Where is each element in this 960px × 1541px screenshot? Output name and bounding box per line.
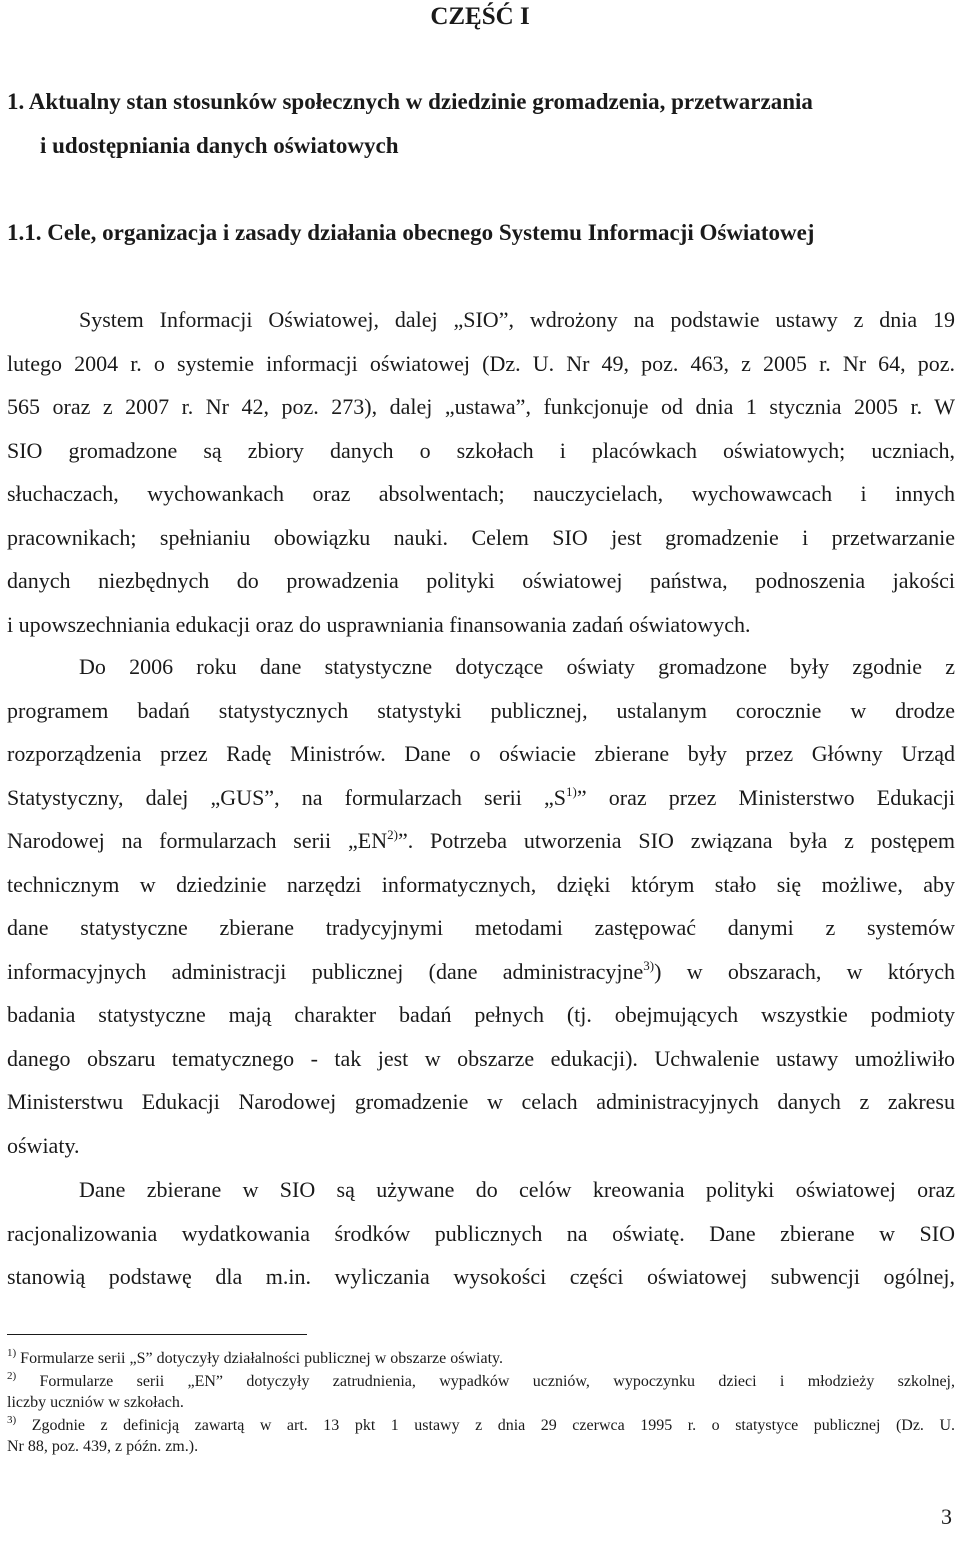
text-line: słuchaczach, wychowankach oraz absolwentach; nauczycielach, wychowawcach i innych xyxy=(7,481,955,506)
paragraph-1 xyxy=(7,298,955,646)
section-heading-1-1 xyxy=(7,211,957,255)
footnote-line xyxy=(7,1415,955,1436)
text-line: technicznym w dziedzinie narzędzi informatycznych, dzięki którym stało się możliwe, aby xyxy=(7,871,955,897)
text-line: racjonalizowania wydatkowania środków publicznych na oświatę. Dane zbierane w SIO xyxy=(7,1220,955,1246)
paragraph-2 xyxy=(7,645,955,1167)
footnotes xyxy=(7,1348,955,1459)
section-heading-1-1-title: 1.1. Cele, organizacja i zasady działania obecnego Systemu Informacji Oświatowej xyxy=(7,220,815,245)
footnote-marker: 2) xyxy=(7,1370,17,1382)
text-line xyxy=(7,776,955,820)
text-segment: Narodowej na formularzach serii „EN xyxy=(7,828,388,853)
text-line: Ministerstwu Edukacji Narodowej gromadzenie w celach administracyjnych danych z zakresu xyxy=(7,1089,955,1114)
text-segment: informacyjnych administracji publicznej (dane administracyjne xyxy=(7,958,644,984)
footnote-line: liczby uczniów w szkołach. xyxy=(7,1394,184,1411)
text-line: lutego 2004 r. o systemie informacji oświatowej (Dz. U. Nr 49, poz. 463, z 2005 r. Nr 64, poz. xyxy=(7,350,955,376)
footnote-text: Formularze serii „EN” dotyczyły zatrudnienia, wypadków uczniów, wypoczynku dzieci i młodzieży szkolnej, xyxy=(39,1373,955,1390)
text-line: rozporządzenia przez Radę Ministrów. Dane o oświacie zbierane były przez Główny Urząd xyxy=(7,741,955,766)
footnote-ref: 2) xyxy=(387,827,398,842)
footnote xyxy=(7,1348,955,1369)
section-heading-1-line: i udostępniania danych oświatowych xyxy=(40,133,399,158)
text-line: stanowią podstawę dla m.in. wyliczania wysokości części oświatowej subwencji ogólnej, xyxy=(7,1264,955,1289)
text-line: SIO gromadzone są zbiory danych o szkołach i placówkach oświatowych; uczniach, xyxy=(7,437,955,463)
page-number: 3 xyxy=(941,1504,952,1529)
text-line: danego obszaru tematycznego - tak jest w obszarze edukacji). Uchwalenie ustawy umożliwiło xyxy=(7,1045,955,1071)
text-line: Do 2006 roku dane statystyczne dotyczące oświaty gromadzone były zgodnie z xyxy=(79,654,955,679)
text-line: programem badań statystycznych statystyki publicznej, ustalanym corocznie w drodze xyxy=(7,697,955,723)
footnote-marker: 3) xyxy=(7,1414,17,1426)
text-segment: ”. Potrzeba utworzenia SIO związana była z postępem xyxy=(397,828,955,853)
text-line: dane statystyczne zbierane tradycyjnymi metodami zastępować danymi z systemów xyxy=(7,915,955,940)
part-title: CZĘŚĆ I xyxy=(430,3,530,30)
footnote-ref: 3) xyxy=(643,957,655,973)
footnote-line xyxy=(7,1348,955,1369)
paragraph-3 xyxy=(7,1168,955,1299)
footnote-line: Nr 88, poz. 439, z późn. zm.). xyxy=(7,1438,199,1455)
footnote-text: Formularze serii „S” dotyczyły działalności publicznej w obszarze oświaty. xyxy=(20,1350,503,1367)
text-line: i upowszechniania edukacji oraz do usprawniania finansowania zadań oświatowych. xyxy=(7,611,751,637)
section-heading-1-line: 1. Aktualny stan stosunków społecznych w dziedzinie gromadzenia, przetwarzania xyxy=(7,89,813,114)
text-segment: ” oraz przez Ministerstwo Edukacji xyxy=(576,784,955,810)
text-line: pracownikach; spełnianiu obowiązku nauki. Celem SIO jest gromadzenie i przetwarzanie xyxy=(7,524,955,550)
text-line: System Informacji Oświatowej, dalej „SIO”, wdrożony na podstawie ustawy z dnia 19 xyxy=(79,307,955,332)
footnote-marker: 1) xyxy=(7,1347,17,1359)
text-line: Dane zbierane w SIO są używane do celów kreowania polityki oświatowej oraz xyxy=(79,1177,955,1202)
footnote-ref: 1) xyxy=(566,783,577,799)
footnote xyxy=(7,1371,955,1413)
text-line: oświaty. xyxy=(7,1132,80,1158)
section-heading-1 xyxy=(7,80,957,168)
text-line: danych niezbędnych do prowadzenia polityki oświatowej państwa, podnoszenia jakości xyxy=(7,568,955,593)
text-line xyxy=(7,950,955,994)
text-segment: ) w obszarach, w których xyxy=(654,958,955,984)
text-segment: Statystyczny, dalej „GUS”, na formularzach serii „S xyxy=(7,784,567,810)
footnote-line xyxy=(7,1371,955,1392)
text-line: badania statystyczne mają charakter badań pełnych (tj. obejmujących wszystkie podmioty xyxy=(7,1002,955,1027)
text-line: 565 oraz z 2007 r. Nr 42, poz. 273), dalej „ustawa”, funkcjonuje od dnia 1 stycznia 2005 r. W xyxy=(7,394,955,419)
text-line xyxy=(7,819,955,863)
footnote xyxy=(7,1415,955,1457)
footnote-text: Zgodnie z definicją zawartą w art. 13 pkt 1 ustawy z dnia 29 czerwca 1995 r. o statystyce publicznej (Dz. U. xyxy=(31,1417,955,1434)
footnote-separator xyxy=(7,1334,307,1335)
